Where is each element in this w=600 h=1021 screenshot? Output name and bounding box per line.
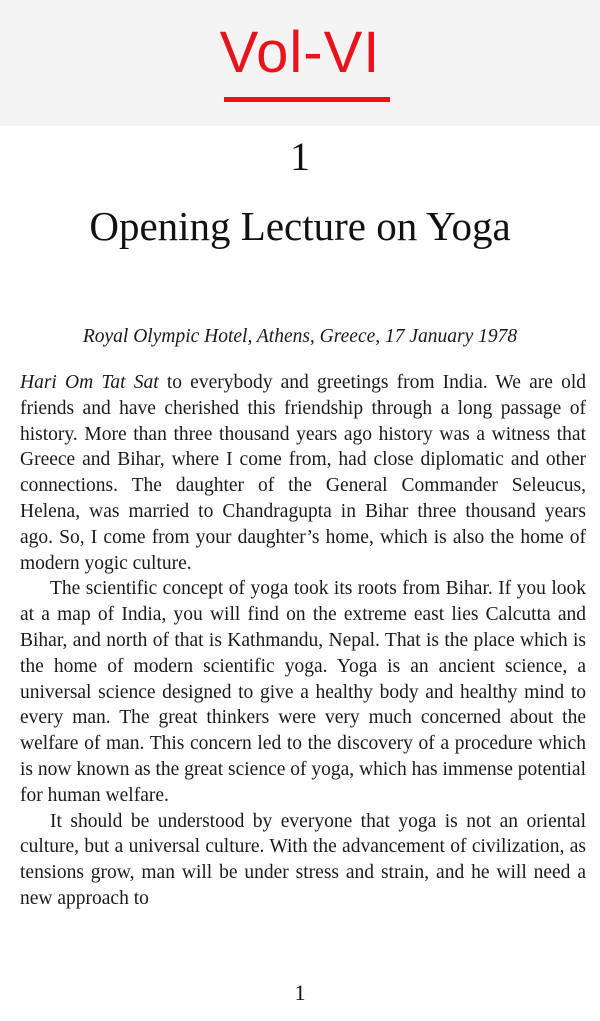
chapter-title: Opening Lecture on Yoga <box>89 203 511 249</box>
chapter-number: 1 <box>290 134 310 179</box>
page-number: 1 <box>294 980 306 1005</box>
paragraph-1-text: to everybody and greetings from India. We are old friends and have cherished this friendship through a long passage of history. More than three thousand years ago history was a witness that Greece and Bihar, where I come from, had close diplomatic and other connections. The daughter of the General Commander Seleucus, Helena, was married to Chandragupta in Bihar three thousand years ago. So, I come from your daughter’s home, which is also the home of modern yogic culture. <box>20 372 586 574</box>
body-text <box>20 370 586 912</box>
paragraph-1-lead: Hari Om Tat Sat <box>20 372 159 393</box>
paragraph-1 <box>20 370 586 576</box>
volume-underline <box>224 97 390 102</box>
volume-label: Vol-VI <box>219 20 381 85</box>
volume-banner <box>0 0 600 126</box>
paragraph-2: The scientific concept of yoga took its roots from Bihar. If you look at a map of India, you will find on the extreme east lies Calcutta and Bihar, and north of that is Kathmandu, Nepal. That is the place which is the home of modern scientific yoga. Yoga is an ancient science, a universal science designed to give a healthy body and healthy mind to every man. The great thinkers were very much concerned about the welfare of man. This concern led to the discovery of a procedure which is now known as the great science of yoga, which has immense potential for human welfare. <box>20 578 586 806</box>
lecture-location: Royal Olympic Hotel, Athens, Greece, 17 January 1978 <box>82 326 518 347</box>
paragraph-3: It should be understood by everyone that yoga is not an oriental culture, but a universal culture. With the advancement of civilization, as tensions grow, man will be under stress and strain, and he will need a new approach to <box>20 810 586 909</box>
